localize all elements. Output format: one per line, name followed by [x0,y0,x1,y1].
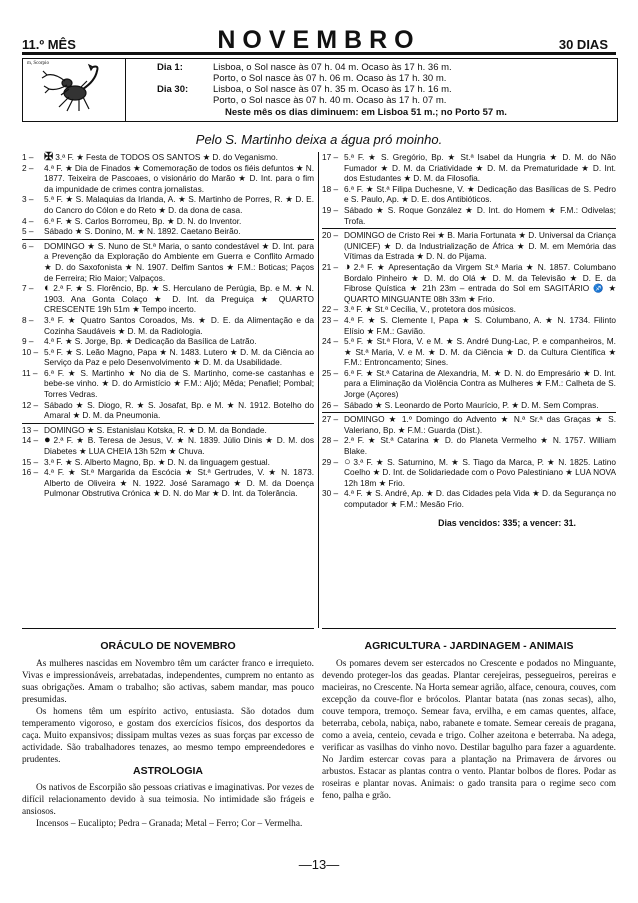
calendar-day-entry [322,412,616,435]
day-description: Sábado ★ S. Leonardo de Porto Maurício, P. ★ D. M. Sem Compras. [344,399,599,410]
spacer [143,95,213,106]
day-text [44,241,314,283]
day-number: 26 – [322,399,339,410]
day-description: DOMINGO de Cristo Rei ★ B. Maria Fortunata ★ D. Universal da Criança (UNICEF) ★ D. da Industrialização de África ★ D. M. em Memória das Vítimas da Estrada ★ D. N. do Pijama. [344,230,616,262]
calendar-day-entry [22,194,314,215]
day-number: 11 – [22,367,38,378]
day-number: 9 – [22,336,34,347]
day-text [344,304,616,315]
day-description: 4.ª F. ★ S. André, Ap. ★ D. das Cidades pela Vida ★ D. da Segurança no computador ★ F.M.: Mesão Frio. [344,488,616,509]
calendar-day-entry [322,457,616,489]
sun-row-porto: Porto, o Sol nasce às 07 h. 06 m. Ocaso às 17 h. 30 m. [213,73,447,84]
calendar-day-entry [322,315,616,336]
day-description: 3.ª F. ★ St.ª Cecília, V., protetora dos músicos. [344,304,516,315]
day-number: 7 – [22,283,34,294]
astrologia-text [22,782,314,830]
day-description: 5.ª F. ★ S. Malaquias da Irlanda, A. ★ S. Martinho de Porres, R. ★ D. E. do Cancro do Cólon e do Reto ★ D. da dona de casa. [44,194,314,215]
day-number: 25 – [322,367,339,378]
calendar-day-entry [322,262,616,304]
day-description: 2.ª F. ★ B. Teresa de Jesus, V. ★ N. 1839. Júlio Dinis ★ D. M. dos Diabetes ★ LUA CHEIA 13h 52m ★ Chuva. [44,435,314,457]
calendar-day-entry [22,435,314,456]
page-dash-left: — [298,857,312,872]
calendar-day-entry [322,152,616,184]
day-text [344,262,616,304]
agricultura-title: AGRICULTURA - JARDINAGEM - ANIMAIS [364,640,574,652]
day-number: 5 – [22,226,34,237]
day-description: DOMINGO ★ S. Nuno de St.ª Maria, o santo condestável ★ D. Int. para a Prevenção da Exploração do Ambiente em Guerra e Conflito Armado ★ D. do Saxofonista ★ N. 1907. Delfim Santos ★ F.M.: Boticas; Paços de Ferreira; Rio Maior; Valpaços. [44,240,314,283]
day-description: 5.ª F. ★ St.ª Flora, V. e M. ★ S. André Dung-Lac, P. e companheiros, M. ★ St.ª Maria, V. e M. ★ D. M. da Ciência ★ D. da Cultura Científica ★ F.M.: Entroncamento; Sines. [344,336,616,368]
day-number: 2 – [22,162,34,173]
day-description: Sábado ★ S. Donino, M. ★ N. 1892. Caetano Beirão. [44,226,241,237]
column-divider [318,152,319,628]
oraculo-text [22,658,314,766]
day-description: 4.ª F. ★ S. Jorge, Bp. ★ Dedicação da Basílica de Latrão. [44,336,257,347]
day-number: 28 – [322,435,339,446]
day-text [44,467,314,499]
day-number: 8 – [22,314,34,325]
day-number: 12 – [22,399,39,410]
day-description: 2.ª F. ★ Apresentação da Virgem St.ª Maria ★ N. 1857. Columbano Bordalo Pinheiro ★ D. M. do Olá ★ D. M. da Televisão ★ D. E. da Fibrose Quística ★ 21h 23m – entrada do Sol em SAGITÁRIO ♐ ★ QUARTO MINGUANTE 08h 33m ★ Frio. [344,261,616,304]
sun-row-day30 [143,84,613,95]
calendar-day-entry [22,163,314,195]
oraculo-women: As mulheres nascidas em Novembro têm um carácter franco e irrequieto. Vivas e impressionáveis, arrebatadas, independentes, cumprem no entanto as suas obrigações. Amam o trabalho; são activas, sabem mandar, mas pouco presumidas. [22,659,314,705]
calendar-day-entry [322,205,616,226]
spacer [143,73,213,84]
day-description: 3.ª F. ★ S. Saturnino, M. ★ S. Tiago da Marca, P. ★ N. 1825. Latino Coelho ★ D. Int. de Solidariedade com o Povo Palestiniano ★ LUA NOVA 12h 18m ★ Frio. [344,456,616,488]
calendar-day-entry [22,336,314,347]
moon-phase-icon: ◑ [344,260,352,273]
day-text [44,368,314,400]
calendar-day-entry [22,216,314,227]
day-number: 30 – [322,488,339,499]
calendar-day-entry [322,228,616,262]
day-description: 6.ª F. ★ S. Carlos Borromeu, Bp. ★ D. N. do Inventor. [44,215,242,226]
sun-row-lisboa: Lisboa, o Sol nasce às 07 h. 35 m. Ocaso às 17 h. 16 m. [213,84,452,95]
day-description: 3.ª F. ★ S. Alberto Magno, Bp. ★ D. N. da linguagem gestual. [44,456,270,467]
astrologia-nativos: Os nativos de Escorpião são pessoas criativas e imaginativas. Por vezes de difícil relacionamento devido à sua teimosia. No intimidade são frágeis e ansiosos. [22,783,314,817]
day-text [344,184,616,205]
day-text [344,315,616,336]
day-text [44,152,314,163]
moon-phase-icon: ● [44,434,52,447]
moon-phase-icon: ○ [344,455,352,468]
calendar-day-entry [22,226,314,237]
day-text [344,205,616,226]
calendar-day-entry [22,152,314,163]
agricultura-text [322,658,616,802]
calendar-day-entry [322,435,616,456]
day-text [344,488,616,509]
day-text [44,400,314,421]
calendar-day-entry [22,239,314,283]
astrologia-title: ASTROLOGIA [133,765,203,777]
scorpion-icon [23,59,125,121]
day-description: 4.ª F. ★ St.ª Margarida da Escócia ★ St.ª Gertrudes, V. ★ N. 1873. Alberto de Oliveira ★ N. 1922. José Saramago ★ D. M. da Doença Pulmonar Obstrutiva Crónica ★ D. N. do Mar ★ D. Int. da Tolerância. [44,467,314,499]
day-number: 4 – [22,215,34,226]
calendar-day-entry [322,488,616,509]
month-days: 30 DIAS [558,37,608,52]
day-description: 6.ª F. ★ St.ª Filipa Duchesne, V. ★ Dedicação das Basílicas de S. Pedro e S. Paulo, Ap. ★ D. E. dos Antibióticos. [344,183,616,205]
sun-row-lisboa: Lisboa, o Sol nasce às 07 h. 04 m. Ocaso às 17 h. 36 m. [213,62,452,73]
moon-phase-icon: ◐ [44,282,52,295]
day-text [344,414,616,435]
sun-row-day1-porto [143,73,613,84]
calendar-day-entry [22,457,314,468]
day-text [44,216,314,227]
day-description: 6.ª F. ★ S. Martinho ★ No dia de S. Martinho, come-se castanhas e bebe-se vinho. ★ D. do Armistício ★ F.M.: Aljó; Mêda; Penafiel; Pombal; Torres Vedras. [44,367,314,400]
proverb: Pelo S. Martinho deixa a água pró moinho. [195,132,443,147]
month-number: 11.º MÊS [22,37,76,52]
day-number: 6 – [22,240,34,251]
calendar-day-entry [322,304,616,315]
sun-row-label: Dia 1: [157,62,183,73]
oraculo-title: ORÁCULO DE NOVEMBRO [100,640,236,652]
day-text [344,336,616,368]
day-number: 24 – [322,336,339,347]
page-number [0,857,638,872]
calendar-day-entry [22,467,314,499]
day-description: DOMINGO ★ S. Estanislau Kotska, R. ★ D. M. da Bondade. [44,424,267,435]
scorpio-illustration [23,59,126,121]
day-text [344,457,616,489]
sun-row-label: Dia 30: [157,84,189,95]
day-number: 16 – [22,467,39,478]
page-dash-right: — [326,857,340,872]
day-description: 4.ª F. ★ Dia de Finados ★ Comemoração de todos os fiéis defuntos ★ N. 1877. Teixeira de Pascoaes, o visionário do Marão ★ D. Int. para o fim da impunidade de crimes contra jornalistas. [44,162,314,194]
day-description: DOMINGO ★ 1.º Domingo do Advento ★ N.ª Sr.ª das Graças ★ S. Valeriano, Bp. ★ F.M.: Guarda (Dist.). [344,414,616,435]
day-number: 17 – [322,152,339,162]
calendar-right-column [322,152,616,528]
agricultura-paragraph: Os pomares devem ser estercados no Crescente e podados no Minguante, devendo proteger-los das geadas. Plantar cerejeiras, pessegueiros, pereiras e macieiras, no Crescente. Na Horta semear agrião, alface, cenoura, couves, com excepção da couve-flor e brócolos. Plantar batata (nas zonas secas), alho, couve tempora, tremoço. Semear fava, ervilha, e em camas quentes, alface, beterraba, cebola, nabiça, nabo, rabanete e tomate. Semear cereais de pragana, como a aveia, centeio, cevada e trigo. Colher azeitona e beterraba. Na adega, verificar as vasilhas do vinho novo. Destilar bagulho para fazer a aguardente. No Jardim estercar covas para a plantação na Primavera de árvores ou arbustos. Estacar as plantas contra o vento. Plantar bolbos de flores. Podar as roseiras e plantar novas. Animais: o gado transita para o regime seco com feno, palha e grão. [322,659,616,801]
calendar-day-entry [322,336,616,368]
calendar-day-entry [22,400,314,421]
day-number: 27 – [322,414,339,425]
calendar-day-entry [322,400,616,411]
days-summary: Dias vencidos: 335; a vencer: 31. [438,517,576,528]
calendar-day-entry [322,368,616,400]
day-number: 22 – [322,304,339,315]
day-number: 19 – [322,204,339,215]
calendar-left-column [22,152,314,499]
day-description: 2.ª F. ★ St.ª Catarina ★ D. do Planeta Vermelho ★ N. 1757. William Blake. [344,435,616,457]
oraculo-rule [22,628,314,629]
day-text [44,283,314,315]
days-diminish-note: Neste mês os dias diminuem: em Lisboa 51 m.; no Porto 57 m. [225,107,507,118]
cross-icon: ✠ [44,151,54,163]
calendar-day-entry [22,368,314,400]
day-description: Sábado ★ S. Roque González ★ D. Int. do Homem ★ F.M.: Odivelas; Trofa. [344,204,616,226]
sun-row-porto: Porto, o Sol nasce às 07 h. 40 m. Ocaso às 17 h. 07 m. [213,95,447,106]
day-description: 6.ª F. ★ St.ª Catarina de Alexandria, M. ★ D. N. do Empresário ★ D. Int. para a Eliminação da Violência Contra as Mulheres ★ F.M.: Calheta de S. Jorge (Açores) [344,367,616,400]
day-number: 29 – [322,456,339,467]
day-description: 5.ª F. ★ S. Leão Magno, Papa ★ N. 1483. Lutero ★ D. M. da Ciência ao Serviço da Paz e pelo Desenvolvimento ★ D. M. da Usabilidade. [44,346,314,368]
sun-row-day1 [143,62,613,73]
calendar-day-entry [322,184,616,205]
day-text [44,435,314,456]
day-text [44,457,314,468]
calendar-day-entry [22,315,314,336]
day-text [44,163,314,195]
day-description: 5.ª F. ★ S. Gregório, Bp. ★ St.ª Isabel da Hungria ★ D. M. do Não Fumador ★ D. M. da Criatividade ★ D. M. da Prematuridade ★ D. Int. dos Estudantes ★ D. M. da Filosofia. [344,152,616,184]
day-number: 23 – [322,314,339,325]
day-text [344,230,616,262]
day-text [44,315,314,336]
day-text [344,368,616,400]
day-number: 3 – [22,194,34,205]
day-text [344,152,616,184]
day-text [44,194,314,215]
calendar-day-entry [22,423,314,436]
calendar-day-entry [22,283,314,315]
month-title: NOVEMBRO [217,26,421,54]
day-number: 14 – [22,435,39,446]
day-description: 2.ª F. ★ S. Florêncio, Bp. ★ S. Herculano de Perúgia, Bp. e M. ★ N. 1903. Ana Gonta Colaço ★ D. Int. da Preguiça ★ QUARTO CRESCENTE 19h 51m ★ Tempo incerto. [44,283,314,315]
oraculo-men: Os homens têm um espírito activo, entusiasta. São dotados dum temperamento vigoroso, e gostam dos exercícios físicos, dos desportos da caça. Muito expansivos; dissipam multas vezes as suas forças par excesso de actividade. São trabalhadores tenazes, ao mesmo tempo empreendedores e prudentes. [22,707,314,765]
zodiac-tag: m, Scorpio [27,61,49,66]
day-description: 3.ª F. ★ Quatro Santos Coroados, Ms. ★ D. E. da Alimentação e da Cozinha Saudáveis ★ D. M. da Radiologia. [44,314,314,336]
day-text [44,336,314,347]
sun-times [143,62,613,118]
day-text [44,347,314,368]
day-description: Sábado ★ S. Diogo, R. ★ S. Josafat, Bp. e M. ★ N. 1912. Botelho do Amaral ★ D. M. da Pneumonia. [44,399,314,421]
day-text [44,425,314,436]
day-number: 18 – [322,183,339,194]
day-number: 21 – [322,261,339,272]
calendar-day-entry [22,347,314,368]
sun-row-day30-porto [143,95,613,106]
day-description: 4.ª F. ★ S. Clemente I, Papa ★ S. Columbano, A. ★ N. 1734. Filinto Elísio ★ F.M.: Gavião. [344,314,616,336]
astrologia-incensos: Incensos – Eucalipto; Pedra – Granada; Metal – Ferro; Cor – Vermelha. [36,819,303,829]
day-number: 20 – [322,230,339,241]
day-number: 1 – [22,152,34,162]
day-number: 10 – [22,346,39,357]
page-number-value: 13 [311,857,327,872]
day-number: 15 – [22,456,39,467]
header-rule [22,52,616,55]
day-text [344,400,616,411]
sun-box [22,58,618,122]
day-description: 3.ª F. ★ Festa de TODOS OS SANTOS ★ D. do Veganismo. [55,152,278,162]
day-text [344,435,616,456]
agricultura-rule [322,628,616,629]
day-number: 13 – [22,424,39,435]
day-text [44,226,314,237]
